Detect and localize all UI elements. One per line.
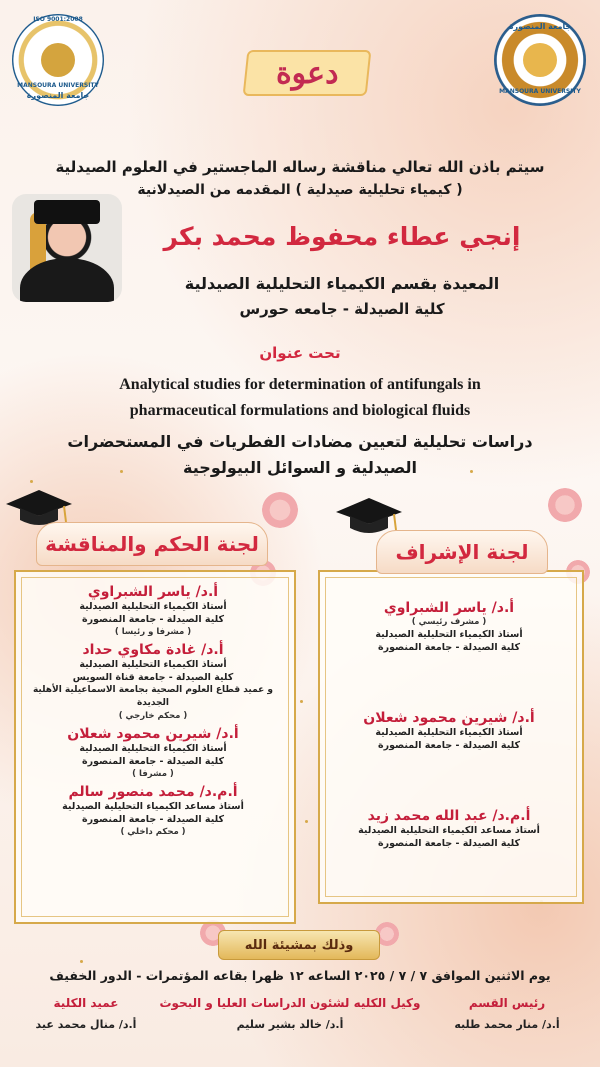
- logo-univ-ar: جامعة المنصورة: [26, 91, 90, 100]
- intro-line-2: ( كيمياء تحليلية صيدلية ) المقدمه من الصيدلانية: [137, 182, 463, 198]
- member-role: ( مشرفا ): [132, 769, 174, 779]
- university-logo-right: [494, 14, 586, 106]
- member-name: أ.د/ ياسر الشبراوي: [87, 584, 219, 600]
- supervision-members: [326, 600, 572, 850]
- signatory-name: أ.د/ منال محمد عيد: [35, 1018, 137, 1031]
- member-line: أستاذ مساعد الكيمياء التحليلية الصيدلية: [62, 801, 244, 812]
- god-willing-text: وذلك بمشيئة الله: [244, 937, 354, 953]
- member-role: ( مشرفا و رئيسا ): [114, 627, 192, 637]
- member-role: ( مشرف رئيسي ): [411, 617, 487, 627]
- member-role: ( محكم داخلي ): [120, 827, 186, 837]
- signatory-dean: [16, 996, 156, 1031]
- defense-datetime: يوم الاثنين الموافق ٧ / ٧ / ٢٠٢٥ الساعه ١٢ ظهرا بقاعه المؤتمرات - الدور الخفيف: [49, 968, 551, 983]
- signatory-role: عميد الكلية: [53, 996, 119, 1010]
- thesis-title-en-2: pharmaceutical formulations and biological fluids: [129, 402, 471, 419]
- intro-line-1: سيتم باذن الله تعالي مناقشة رساله الماجستير في العلوم الصيدلية: [55, 158, 545, 176]
- examination-member: [22, 784, 284, 838]
- logo-univ-en: MANSOURA UNIVERSITY: [499, 88, 581, 95]
- member-name: أ.د/ شيرين محمود شعلان: [363, 710, 535, 726]
- signatory-name: أ.د/ منار محمد طلبه: [454, 1018, 560, 1031]
- candidate-name: إنجي عطاء محفوظ محمد بكر: [163, 222, 521, 251]
- candidate-affiliation: كلية الصيدلة - جامعه حورس: [239, 300, 445, 318]
- logo-univ-ar: جامعة المنصورة: [508, 22, 572, 31]
- invitation-title-banner: [243, 50, 372, 96]
- examination-member: [22, 726, 284, 780]
- thesis-label: تحت عنوان: [259, 344, 341, 362]
- member-name: أ.د/ غادة مكاوي حداد: [82, 642, 224, 658]
- member-line: أستاذ الكيمياء التحليلية الصيدلية: [79, 601, 227, 612]
- candidate-position: المعيدة بقسم الكيمياء التحليلية الصيدلية: [184, 274, 500, 293]
- thesis-title-en-1: Analytical studies for determination of antifungals in: [119, 376, 481, 393]
- member-line: أستاذ الكيمياء التحليلية الصيدلية: [375, 727, 523, 738]
- member-line: أستاذ الكيمياء التحليلية الصيدلية: [375, 629, 523, 640]
- supervision-member: [326, 808, 572, 850]
- examination-members: [22, 584, 284, 838]
- supervision-committee-tag: [376, 530, 548, 574]
- signatory-name: أ.د/ خالد بشير سليم: [236, 1018, 344, 1031]
- member-line: و عميد قطاع العلوم الصحية بجامعة الاسماعيلية الأهلية: [32, 685, 274, 695]
- member-role: ( محكم خارجي ): [118, 711, 188, 721]
- member-name: أ.د/ ياسر الشبراوي: [383, 600, 515, 616]
- member-name: أ.م.د/ عبد الله محمد زيد: [367, 808, 531, 824]
- logo-emblem-icon: [41, 43, 75, 77]
- member-line: كلية الصيدلة - جامعة المنصورة: [82, 756, 224, 767]
- logo-emblem-icon: [523, 43, 557, 77]
- examination-committee-title: لجنة الحكم والمناقشة: [45, 532, 259, 556]
- signatory-department-head: [432, 996, 582, 1031]
- thesis-title-ar-1: دراسات تحليلية لتعيين مضادات الفطريات في المستحضرات: [67, 432, 533, 451]
- supervision-member: [326, 710, 572, 752]
- logo-univ-en: MANSOURA UNIVERSITY: [17, 82, 99, 89]
- flower-decoration: [548, 488, 582, 522]
- member-line: كلية الصيدلة - جامعة المنصورة: [378, 838, 520, 849]
- signatory-role: رئيس القسم: [468, 996, 546, 1010]
- member-line: أستاذ الكيمياء التحليلية الصيدلية: [79, 743, 227, 754]
- candidate-photo: [12, 194, 122, 302]
- member-name: أ.د/ شيرين محمود شعلان: [67, 726, 239, 742]
- member-line: كلية الصيدلة - جامعة قناة السويس: [72, 672, 234, 683]
- member-line: كلية الصيدلة - جامعة المنصورة: [82, 614, 224, 625]
- invitation-title: دعوة: [275, 55, 339, 91]
- member-line: أستاذ الكيمياء التحليلية الصيدلية: [79, 659, 227, 670]
- university-logo-left: [12, 14, 104, 106]
- examination-member: [22, 642, 284, 722]
- signatory-role: وكيل الكليه لشئون الدراسات العليا و البحوث: [159, 996, 421, 1010]
- member-line: الجديدة: [136, 698, 170, 708]
- examination-member: [22, 584, 284, 638]
- god-willing-banner: [218, 930, 380, 960]
- member-line: كلية الصيدلة - جامعة المنصورة: [378, 642, 520, 653]
- member-name: أ.م.د/ محمد منصور سالم: [68, 784, 238, 800]
- logo-iso-text: ISO 9001:2008: [33, 16, 83, 23]
- supervision-member: [326, 600, 572, 654]
- supervision-committee-title: لجنة الإشراف: [395, 540, 529, 564]
- member-line: كلية الصيدلة - جامعة المنصورة: [82, 814, 224, 825]
- member-line: أستاذ مساعد الكيمياء التحليلية الصيدلية: [358, 825, 540, 836]
- thesis-title-ar-2: الصيدلية و السوائل البيولوجية: [183, 458, 417, 477]
- flower-decoration: [262, 492, 298, 528]
- signatory-vice-dean: [150, 996, 430, 1031]
- member-line: كلية الصيدلة - جامعة المنصورة: [378, 740, 520, 751]
- examination-committee-tag: [36, 522, 268, 566]
